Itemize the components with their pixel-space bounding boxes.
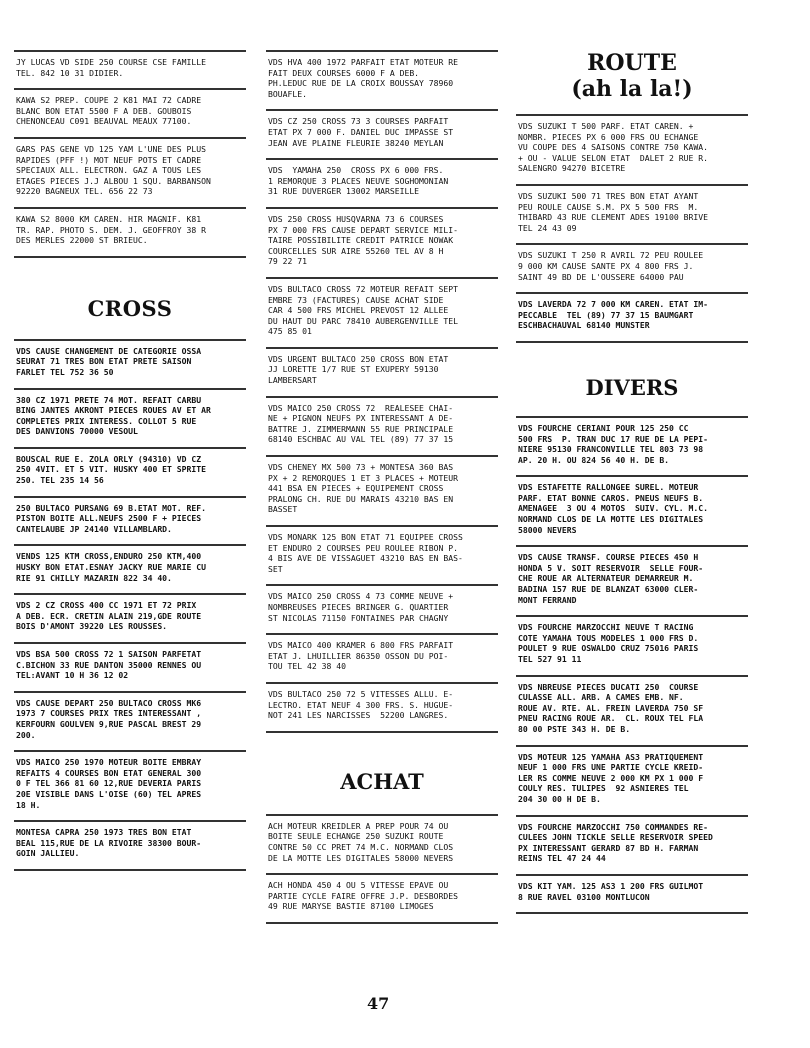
classified-ad: VDS BSA 500 CROSS 72 1 SAISON PARFETAT C.BICHON 33 RUE DANTON 35000 RENNES OU TEL:AVANT 10 H 36 12 02	[14, 642, 246, 691]
classified-ad: VDS CHENEY MX 500 73 + MONTESA 360 BAS PX + 2 REMORQUES 1 ET 3 PLACES + MOTEUR 441 BSA EN PIECES + EQUIPEMENT CROSS PRALONG CH. RUE DU MARAIS 43210 BAS EN BASSET	[266, 455, 498, 525]
section-heading-divers: DIVERS	[585, 374, 679, 400]
classified-ad: VDS MAICO 250 CROSS 4 73 COMME NEUVE + NOMBREUSES PIECES BRINGER G. QUARTIER ST NICOLAS 71150 FONTAINES PAR CHAGNY	[266, 584, 498, 633]
route-heading-line1: ROUTE	[587, 50, 677, 76]
divider	[14, 256, 246, 258]
classified-ad: VDS SUZUKI T 250 R AVRIL 72 PEU ROULEE 9 000 KM CAUSE SANTE PX 4 800 FRS J. SAINT 49 BD DE L'OUSSERE 64000 PAU	[516, 243, 748, 292]
classified-ad: VDS MONARK 125 BON ETAT 71 EQUIPEE CROSS ET ENDURO 2 COURSES PEU ROULEE RIBON P. 4 BIS AVE DE VISSAGUET 43210 BAS EN BAS- SET	[266, 525, 498, 584]
classified-ad: ACH HONDA 450 4 OU 5 VITESSE EPAVE OU PARTIE CYCLE FAIRE OFFRE J.P. DESBORDES 49 RUE MARYSE BASTIE 87100 LIMOGES	[266, 873, 498, 922]
section-heading-route	[516, 50, 748, 102]
classified-ad: VDS FOURCHE CERIANI POUR 125 250 CC 500 FRS P. TRAN DUC 17 RUE DE LA PEPI- NIERE 95130 FRANCONVILLE TEL 803 73 98 AP. 20 H. OU 824 56 40 H. DE B.	[516, 416, 748, 475]
route-heading-line2: (ah la la!)	[571, 76, 693, 102]
classified-ad: 250 BULTACO PURSANG 69 B.ETAT MOT. REF. PISTON BOITE ALL.NEUFS 2500 F + PIECES CANTELAUBE JP 24140 VILLAMBLARD.	[14, 496, 246, 545]
classified-ad: VENDS 125 KTM CROSS,ENDURO 250 KTM,400 HUSKY BON ETAT.ESNAY JACKY RUE MARIE CU RIE 91 CHILLY MAZARIN 822 34 40.	[14, 544, 246, 593]
classified-ad: VDS CAUSE TRANSF. COURSE PIECES 450 H HONDA 5 V. SOIT RESERVOIR SELLE FOUR- CHE ROUE AR ALTERNATEUR DEMARREUR M. BADINA 157 RUE DE BLANZAT 63000 CLER- MONT FERRAND	[516, 545, 748, 615]
column-middle	[266, 50, 498, 924]
classified-ad: VDS 2 CZ CROSS 400 CC 1971 ET 72 PRIX A DEB. ECR. CRETIN ALAIN 219,GDE ROUTE BOIS D'AMONT 39220 LES ROUSSES.	[14, 593, 246, 642]
classified-ad: KAWA S2 8000 KM CAREN. HIR MAGNIF. K81 TR. RAP. PHOTO S. DEM. J. GEOFFROY 38 R DES MERLES 22000 ST BRIEUC.	[14, 207, 246, 256]
classified-ad: VDS MAICO 250 CROSS 72 REALESEE CHAI- NE + PIGNON NEUFS PX INTERESSANT A DE- BATTRE J. ZIMMERMANN 55 RUE PRINCIPALE 68140 ESCHBAC AU VAL TEL (89) 77 37 15	[266, 396, 498, 455]
classified-ad: VDS FOURCHE MARZOCCHI NEUVE T RACING COTE YAMAHA TOUS MODELES 1 000 FRS D. POULET 9 RUE OSWALDO CRUZ 75016 PARIS TEL 527 91 11	[516, 615, 748, 674]
classified-ad: VDS FOURCHE MARZOCCHI 750 COMMANDES RE- CULEES JOHN TICKLE SELLE RESERVOIR SPEED PX INTERESSANT GERARD 87 BD H. FARMAN REINS TEL 47 24 44	[516, 815, 748, 874]
classified-ad: VDS CZ 250 CROSS 73 3 COURSES PARFAIT ETAT PX 7 000 F. DANIEL DUC IMPASSE ST JEAN AVE PLAINE FLEURIE 38240 MEYLAN	[266, 109, 498, 158]
classified-ad: VDS MOTEUR 125 YAMAHA AS3 PRATIQUEMENT NEUF 1 000 FRS UNE PARTIE CYCLE KREID- LER RS COMME NEUVE 2 000 KM PX 1 000 F COULY RES. TULIPES 92 ASNIERES TEL 204 30 00 H DE B.	[516, 745, 748, 815]
classified-ad: VDS MAICO 400 KRAMER 6 800 FRS PARFAIT ETAT J. LHUILLIER 86350 OSSON DU POI- TOU TEL 42 38 40	[266, 633, 498, 682]
classified-ad: VDS KIT YAM. 125 AS3 1 200 FRS GUILMOT 8 RUE RAVEL 03100 MONTLUCON	[516, 874, 748, 912]
section-heading-achat: ACHAT	[340, 768, 424, 794]
classified-ad: ACH MOTEUR KREIDLER A PREP POUR 74 OU BOITE SEULE ECHANGE 250 SUZUKI ROUTE CONTRE 50 CC PRET 74 M.C. NORMAND CLOS DE LA MOTTE LES DIGITALES 58000 NEVERS	[266, 814, 498, 873]
divider	[266, 731, 498, 733]
column-left	[14, 50, 246, 871]
classified-ad: VDS ESTAFETTE RALLONGEE SUREL. MOTEUR PARF. ETAT BONNE CAROS. PNEUS NEUFS B. AMENAGEE 3 OU 4 MOTOS SUIV. CYL. M.C. NORMAND CLOS DE LA MOTTE LES DIGITALES 58000 NEVERS	[516, 475, 748, 545]
classified-ad: MONTESA CAPRA 250 1973 TRES BON ETAT BEAL 115,RUE DE LA RIVOIRE 38300 BOUR- GOIN JALLIEU.	[14, 820, 246, 869]
classified-ad: VDS CAUSE CHANGEMENT DE CATEGORIE OSSA SEURAT 71 TRES BON ETAT PRETE SAISON FARLET TEL 752 36 50	[14, 339, 246, 388]
divider	[516, 341, 748, 343]
classified-ad: VDS YAMAHA 250 CROSS PX 6 000 FRS. 1 REMORQUE 3 PLACES NEUVE SOGHOMONIAN 31 RUE DUVERGER 13002 MARSEILLE	[266, 158, 498, 207]
classified-ad: GARS PAS GENE VD 125 YAM L'UNE DES PLUS RAPIDES (PFF !) MOT NEUF POTS ET CADRE SPECIAUX ALL. ELECTRON. GAZ A TOUS LES ETAGES PIECES J.J ALBOU 1 SQU. BARBANSON 92220 BAGNEUX TEL. 656 22 73	[14, 137, 246, 207]
classified-ad: VDS BULTACO CROSS 72 MOTEUR REFAIT SEPT EMBRE 73 (FACTURES) CAUSE ACHAT SIDE CAR 4 500 FRS MICHEL PREVOST 12 ALLEE DU HAUT DU PARC 78410 AUBERGENVILLE TEL 475 85 01	[266, 277, 498, 347]
classified-ad: 380 CZ 1971 PRETE 74 MOT. REFAIT CARBU BING JANTES AKRONT PIECES ROUES AV ET AR COMPLETES PRIX INTERESS. COLLOT 5 RUE DES DANVIONS 70000 VESOUL	[14, 388, 246, 447]
classified-ad: VDS SUZUKI 500 71 TRES BON ETAT AYANT PEU ROULE CAUSE S.M. PX 5 500 FRS M. THIBARD 43 RUE CLEMENT ADES 19100 BRIVE TEL 24 43 09	[516, 184, 748, 243]
divider	[14, 869, 246, 871]
divider	[266, 922, 498, 924]
classified-ad: VDS MAICO 250 1970 MOTEUR BOITE EMBRAY REFAITS 4 COURSES BON ETAT GENERAL 300 0 F TEL 366 81 60 12,RUE DEVERIA PARIS 20E VISIBLE DANS L'OISE (60) TEL APRES 18 H.	[14, 750, 246, 820]
section-heading-cross: CROSS	[87, 295, 173, 321]
column-right	[516, 50, 748, 914]
page-number: 47	[367, 994, 390, 1013]
classified-ad: VDS NBREUSE PIECES DUCATI 250 COURSE CULASSE ALL. ARB. A CAMES EMB. NF. ROUE AV. RTE. AL. FREIN LAVERDA 750 SF PNEU RACING ROUE AR. CL. ROUX TEL FLA 80 00 PSTE 343 H. DE B.	[516, 675, 748, 745]
classified-ad: VDS LAVERDA 72 7 000 KM CAREN. ETAT IM- PECCABLE TEL (89) 77 37 15 BAUMGART ESCHBACHAUVAL 68140 MUNSTER	[516, 292, 748, 341]
classified-ad: BOUSCAL RUE E. ZOLA ORLY (94310) VD CZ 250 4VIT. ET 5 VIT. HUSKY 400 ET SPRITE 250. TEL 235 14 56	[14, 447, 246, 496]
classified-ad: VDS HVA 400 1972 PARFAIT ETAT MOTEUR RE FAIT DEUX COURSES 6000 F A DEB. PH.LEDUC RUE DE LA CROIX BOUSSAY 78960 BOUAFLE.	[266, 50, 498, 109]
classified-ad: JY LUCAS VD SIDE 250 COURSE CSE FAMILLE TEL. 842 10 31 DIDIER.	[14, 50, 246, 88]
classified-ad: VDS BULTACO 250 72 5 VITESSES ALLU. E- LECTRO. ETAT NEUF 4 300 FRS. S. HUGUE- NOT 241 LES NARCISSES 52200 LANGRES.	[266, 682, 498, 731]
classified-ad: VDS CAUSE DEPART 250 BULTACO CROSS MK6 1973 7 COURSES PRIX TRES INTERESSANT , KERFOURN GOULVEN 9,RUE PASCAL BREST 29 200.	[14, 691, 246, 750]
classified-ad: VDS 250 CROSS HUSQVARNA 73 6 COURSES PX 7 000 FRS CAUSE DEPART SERVICE MILI- TAIRE POSSIBILITE CREDIT PATRICE NOWAK COURCELLES SUR AIRE 55260 TEL AV 8 H 79 22 71	[266, 207, 498, 277]
classified-ad: VDS SUZUKI T 500 PARF. ETAT CAREN. + NOMBR. PIECES PX 6 000 FRS OU ECHANGE VU COUPE DES 4 SAISONS CONTRE 750 KAWA. + OU - VALUE SELON ETAT DALET 2 RUE R. SALENGRO 94270 BICETRE	[516, 114, 748, 184]
classified-ad: VDS URGENT BULTACO 250 CROSS BON ETAT JJ LORETTE 1/7 RUE ST EXUPERY 59130 LAMBERSART	[266, 347, 498, 396]
classified-ad: KAWA S2 PREP. COUPE 2 K81 MAI 72 CADRE BLANC BON ETAT 5500 F A DEB. GOUBOIS CHENONCEAU C091 BEAUVAL MEAUX 77100.	[14, 88, 246, 137]
divider	[516, 912, 748, 914]
